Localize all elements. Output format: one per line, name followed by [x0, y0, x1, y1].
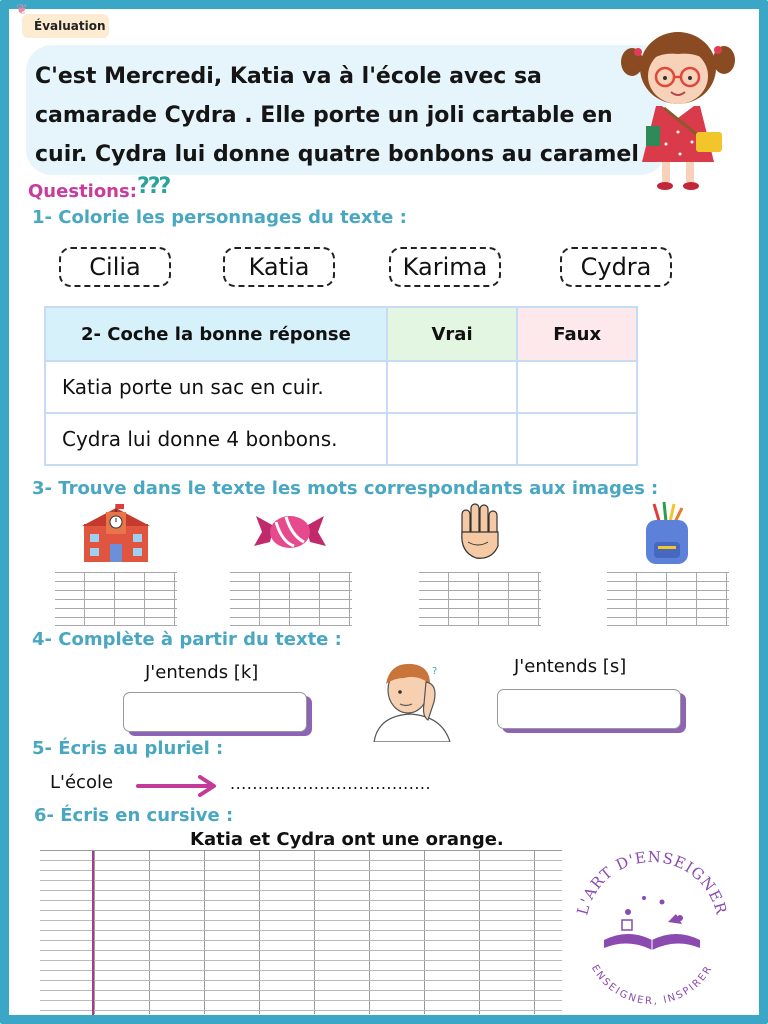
- candy-icon: [252, 502, 328, 560]
- logo-bottom-text: ENSEIGNER, INSPIRER: [588, 963, 716, 1008]
- table-row: [45, 413, 637, 465]
- questions-label: Questions:: [28, 181, 137, 202]
- statement-text: Cydra lui donne 4 bonbons.: [45, 413, 387, 465]
- answer-lines-backpack[interactable]: [607, 572, 729, 626]
- evaluation-badge-label: Évaluation: [34, 19, 106, 33]
- hand-four-fingers-icon: [454, 502, 506, 562]
- answer-lines-hand[interactable]: [419, 572, 541, 626]
- model-sentence: Katia et Cydra ont une orange.: [190, 829, 504, 850]
- vrai-checkbox[interactable]: [387, 361, 518, 413]
- story-line: cuir. Cydra lui donne quatre bonbons au caramel: [35, 142, 639, 167]
- name-option-katia[interactable]: Katia: [223, 247, 335, 287]
- question-3-title: 3- Trouve dans le texte les mots correspondants aux images :: [32, 478, 659, 499]
- listening-boy-icon: [370, 660, 454, 742]
- hear-k-label: J'entends [k]: [145, 662, 259, 683]
- svg-text:L'ART D'ENSEIGNER: [573, 848, 730, 917]
- true-false-table: [44, 306, 638, 466]
- vrai-checkbox[interactable]: [387, 413, 518, 465]
- evaluation-badge: [16, 2, 109, 38]
- svg-text:ENSEIGNER, INSPIRER: [589, 963, 715, 1007]
- answer-lines-school[interactable]: [55, 572, 177, 626]
- vrai-header: Vrai: [387, 307, 518, 361]
- school-icon: [80, 502, 152, 564]
- backpack-icon: [638, 502, 696, 566]
- logo-top-text: L'ART D'ENSEIGNER: [573, 847, 731, 917]
- girl-illustration: [618, 14, 738, 192]
- answer-lines-candy[interactable]: [230, 572, 352, 626]
- margin-line: [92, 851, 94, 1015]
- faux-checkbox[interactable]: [517, 361, 637, 413]
- question-6-title: 6- Écris en cursive :: [34, 805, 234, 826]
- name-option-cydra[interactable]: Cydra: [560, 247, 672, 287]
- story-text: [26, 45, 666, 175]
- table-row: [45, 361, 637, 413]
- cursive-writing-lines[interactable]: [40, 850, 562, 1014]
- faux-header: Faux: [517, 307, 637, 361]
- answer-box-s[interactable]: [497, 689, 681, 729]
- question-1-title: 1- Colorie les personnages du texte :: [32, 207, 407, 228]
- name-option-cilia[interactable]: Cilia: [59, 247, 171, 287]
- art-d-enseigner-logo: [564, 828, 740, 1008]
- answer-box-k[interactable]: [123, 692, 307, 732]
- svg-text:?: ?: [432, 666, 438, 677]
- statement-text: Katia porte un sac en cuir.: [45, 361, 387, 413]
- question-5-title: 5- Écris au pluriel :: [32, 738, 224, 759]
- faux-checkbox[interactable]: [517, 413, 637, 465]
- word-to-pluralize: L'école: [50, 772, 114, 793]
- question-2-title: 2- Coche la bonne réponse: [45, 307, 387, 361]
- plural-answer-blank[interactable]: ....................................: [230, 774, 432, 793]
- hear-s-label: J'entends [s]: [514, 656, 627, 677]
- arrow-right-icon: [136, 774, 220, 798]
- bow-icon: ❦: [16, 2, 28, 18]
- question-4-title: 4- Complète à partir du texte :: [32, 629, 342, 650]
- story-line: C'est Mercredi, Katia va à l'école avec sa: [35, 64, 542, 89]
- question-marks-icon: ???: [137, 174, 170, 199]
- name-option-karima[interactable]: Karima: [389, 247, 501, 287]
- story-line: camarade Cydra . Elle porte un joli cartable en: [35, 103, 613, 128]
